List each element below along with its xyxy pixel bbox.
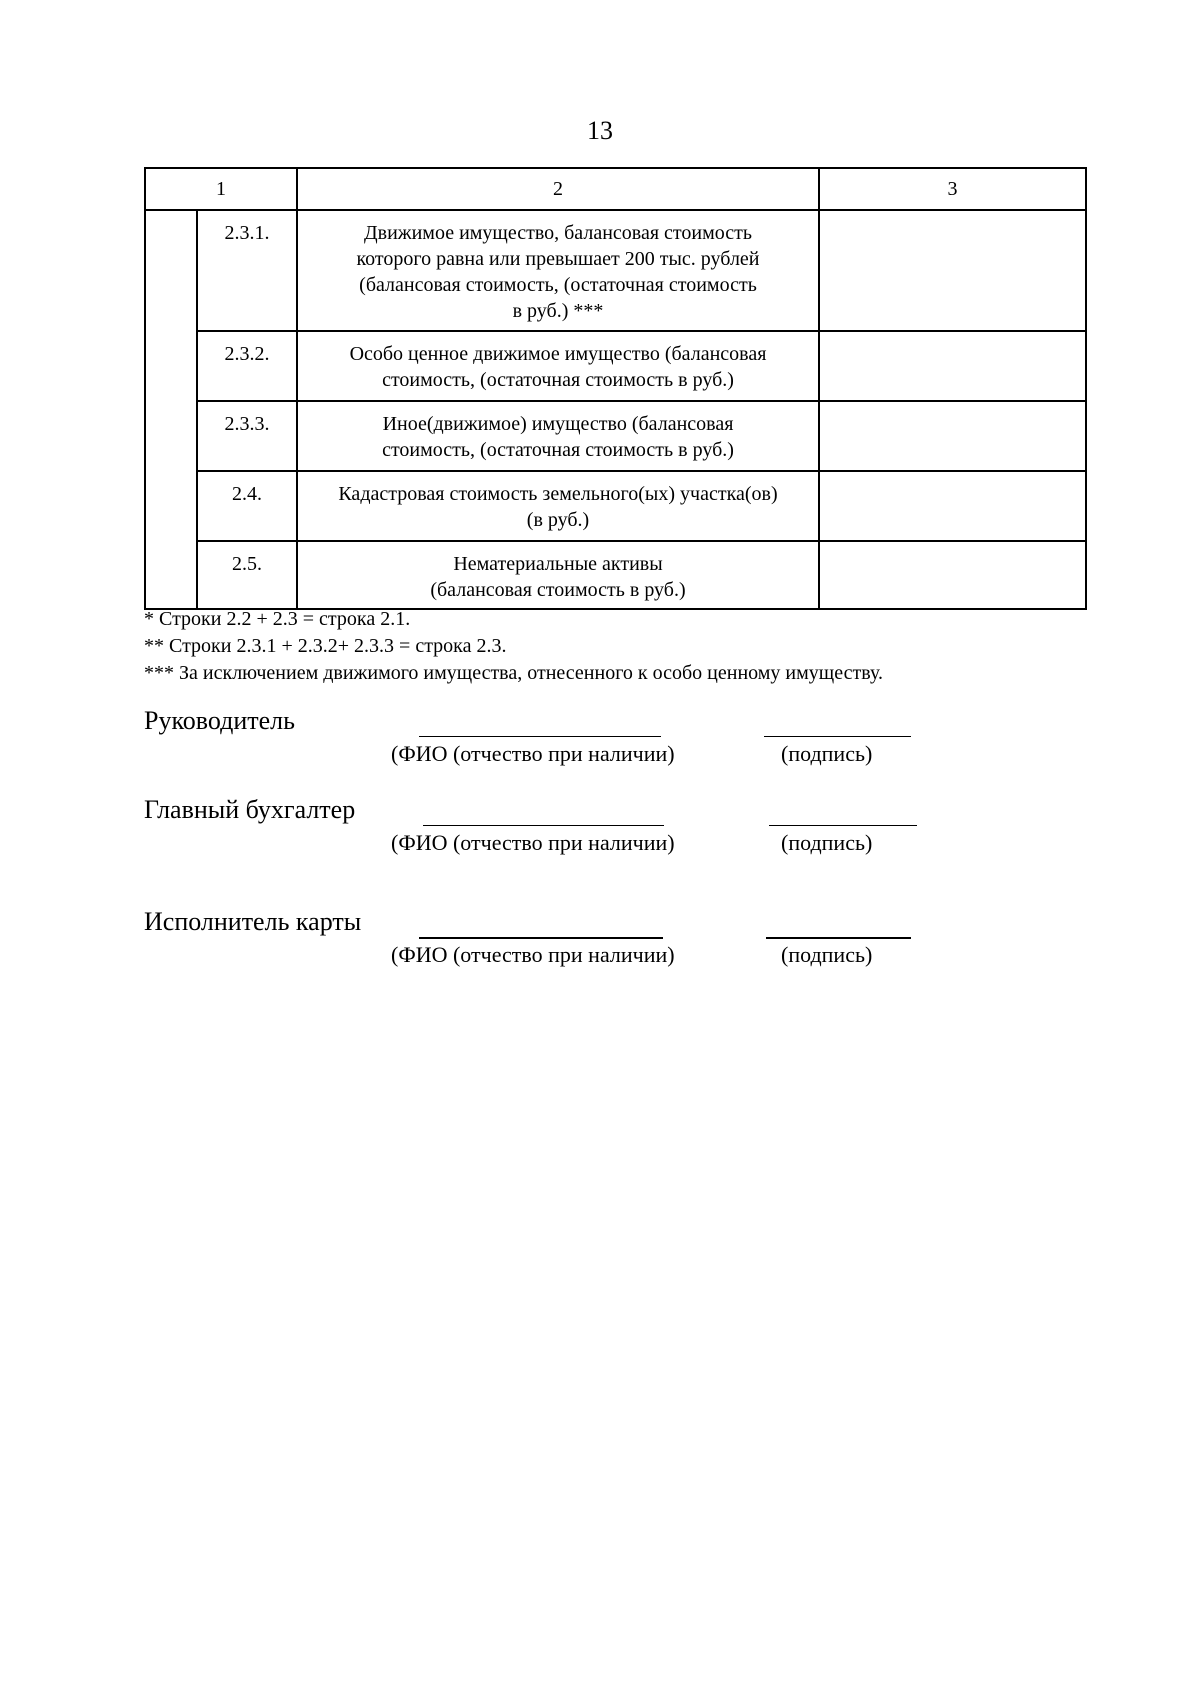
description-line: в руб.) *** xyxy=(512,300,604,322)
footnotes xyxy=(144,606,883,687)
description-line: Движимое имущество, балансовая стоимость xyxy=(363,222,753,244)
row-description xyxy=(297,541,819,609)
table-header-row xyxy=(145,168,1086,210)
description-line: стоимость, (остаточная стоимость в руб.) xyxy=(382,439,734,461)
table-row xyxy=(145,331,1086,401)
footnote: ** Строки 2.3.1 + 2.3.2+ 2.3.3 = строка 2.3. xyxy=(144,635,507,657)
description-line: Иное(движимое) имущество (балансовая xyxy=(382,413,734,435)
name-line[interactable] xyxy=(423,825,664,826)
signature-line[interactable] xyxy=(769,825,917,826)
footnote: *** За исключением движимого имущества, отнесенного к особо ценному имуществу. xyxy=(144,662,883,684)
signature-role: Руководитель xyxy=(144,706,295,735)
value-cell[interactable] xyxy=(819,401,1086,471)
signature-line[interactable] xyxy=(766,937,911,939)
signature-caption: (подпись) xyxy=(781,942,873,967)
name-caption: (ФИО (отчество при наличии) xyxy=(391,942,675,967)
column-header-2: 2 xyxy=(297,168,819,210)
description-line: Кадастровая стоимость земельного(ых) участка(ов) xyxy=(338,483,778,505)
name-line[interactable] xyxy=(419,937,663,939)
table-row xyxy=(145,471,1086,541)
page-number: 13 xyxy=(587,116,613,145)
description-line: стоимость, (остаточная стоимость в руб.) xyxy=(382,369,734,391)
row-description xyxy=(297,331,819,401)
name-caption: (ФИО (отчество при наличии) xyxy=(391,830,675,855)
row-number: 2.3.3. xyxy=(197,401,297,471)
signature-caption: (подпись) xyxy=(781,830,873,855)
signature-line[interactable] xyxy=(764,736,911,737)
description-line: (балансовая стоимость, (остаточная стоимость xyxy=(359,274,757,296)
signature-caption: (подпись) xyxy=(781,741,873,766)
signature-role: Исполнитель карты xyxy=(144,907,362,936)
description-line: Нематериальные активы xyxy=(453,553,663,575)
footnote: * Строки 2.2 + 2.3 = строка 2.1. xyxy=(144,608,411,630)
signature-block-chief-accountant xyxy=(144,795,944,865)
value-cell[interactable] xyxy=(819,541,1086,609)
value-cell[interactable] xyxy=(819,210,1086,331)
signature-block-head xyxy=(144,706,944,776)
signature-role: Главный бухгалтер xyxy=(144,795,356,824)
column-header-3: 3 xyxy=(819,168,1086,210)
row-number: 2.5. xyxy=(197,541,297,609)
table-row xyxy=(145,401,1086,471)
row-number: 2.4. xyxy=(197,471,297,541)
group-indent-cell xyxy=(145,210,197,609)
table-row xyxy=(145,210,1086,331)
name-line[interactable] xyxy=(419,736,661,737)
value-cell[interactable] xyxy=(819,331,1086,401)
description-line: (балансовая стоимость в руб.) xyxy=(430,579,686,601)
description-line: которого равна или превышает 200 тыс. рублей xyxy=(356,248,760,270)
row-number: 2.3.2. xyxy=(197,331,297,401)
name-caption: (ФИО (отчество при наличии) xyxy=(391,741,675,766)
table-row xyxy=(145,541,1086,609)
description-line: (в руб.) xyxy=(526,509,590,531)
row-description xyxy=(297,401,819,471)
row-number: 2.3.1. xyxy=(197,210,297,331)
value-cell[interactable] xyxy=(819,471,1086,541)
row-description xyxy=(297,210,819,331)
signature-block-executor xyxy=(144,907,944,977)
column-header-1: 1 xyxy=(145,168,297,210)
property-table xyxy=(144,167,1087,610)
row-description xyxy=(297,471,819,541)
description-line: Особо ценное движимое имущество (балансовая xyxy=(349,343,767,365)
